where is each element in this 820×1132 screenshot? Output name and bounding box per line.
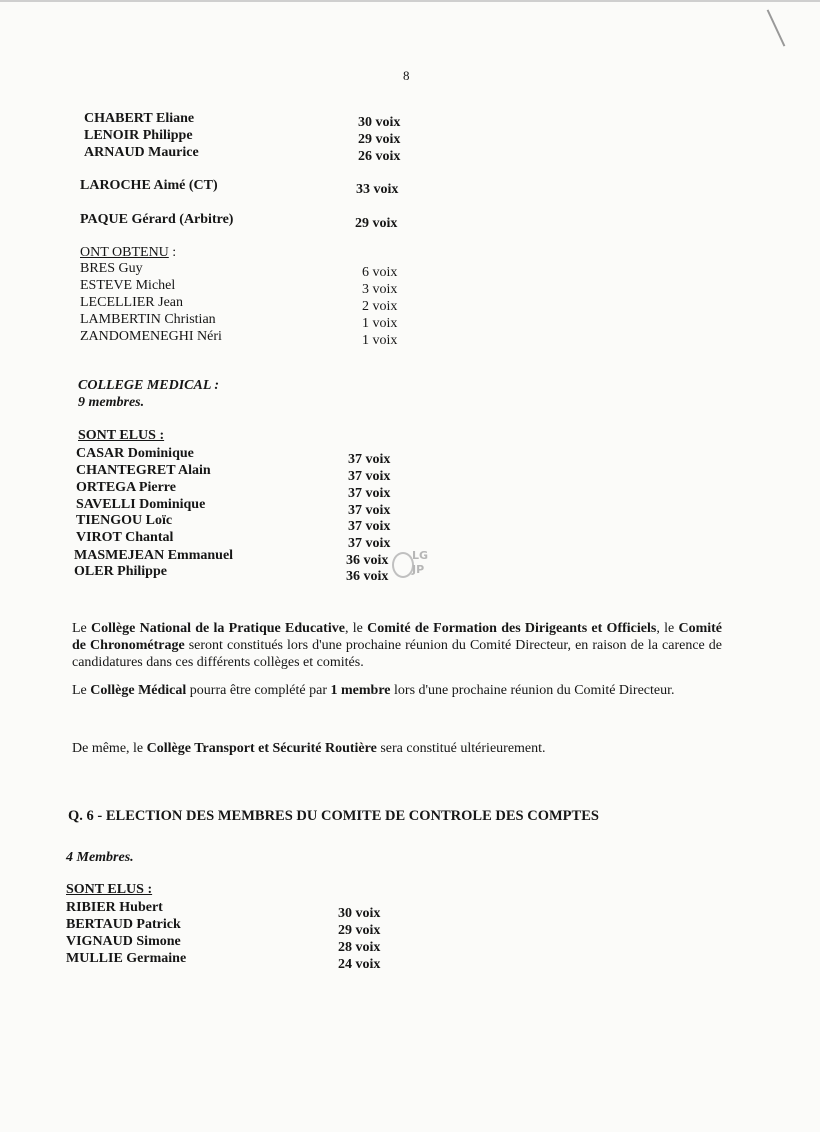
- initials-stamp: LG JP: [392, 550, 432, 580]
- section-subtitle: 4 Membres.: [66, 850, 134, 865]
- scan-edge: [0, 0, 820, 2]
- paragraph: De même, le Collège Transport et Sécurité Routière sera constitué ultérieurement.: [72, 741, 546, 756]
- section-heading: ONT OBTENU :: [80, 245, 177, 260]
- section-subtitle: 9 membres.: [78, 395, 145, 410]
- section-title: COLLEGE MEDICAL :: [78, 378, 220, 393]
- document-page: 8 CHABERT Eliane 30 voix LENOIR Philippe 29 voix ARNAUD Maurice 26 voix LAROCHE Aimé (CT) 33 voix PAQUE Gérard (Arbitre) 29 voix ONT OBTENU : BRES Guy 6 voix ESTEVE Michel 3 voix LECELLIER Jean 2 voix LAMBERTIN Christian 1 voix ZANDOMENEGHI Néri 1 voix COLLEGE MEDICAL : 9 membres. SONT ELUS : CASAR Dominique 37 voix CHANTEGRET Alain 37 voix ORTEGA Pierre 37 voix SAVELLI Dominique 37 voix TIENGOU Loïc 37 voix VIROT Chantal 37 voix MASMEJEAN Emmanuel 36 voix OLER Philippe 36 voix LG JP Le Collège National de la Pratique Educative, le Comité de Formation des Dirigeants et Officiels, le Comité de Chronométrage seront constitués lors d'une prochaine réunion du Comité Directeur, en raison de la carence de candidatures dans ces différents collèges et comités. Le Collège Médical pourra être complété par 1 membre lors d'une prochaine réunion du Comité Directeur. De même, le Collège Transport et Sécurité Routière sera constitué ultérieurement. Q. 6 - ELECTION DES MEMBRES DU COMITE DE CONTROLE DES COMPTES 4 Membres. SONT ELUS : RIBIER Hubert 30 voix BERTAUD Patrick 29 voix VIGNAUD Simone 28 voix MULLIE Germaine 24 voix: [0, 0, 820, 1132]
- paragraph: Le Collège National de la Pratique Educative, le Comité de Formation des Dirigeants et Officiels, le Comité de Chronométrage seront constitués lors d'une prochaine réunion du Comité Directeur, en raison de la carence de candidatures dans ces différents collèges et comités.: [72, 621, 723, 670]
- scan-mark: [767, 9, 786, 46]
- stamp-circle: [392, 552, 414, 578]
- section-title: Q. 6 - ELECTION DES MEMBRES DU COMITE DE CONTROLE DES COMPTES: [68, 808, 599, 824]
- page-number: 8: [403, 68, 410, 83]
- section-heading: SONT ELUS :: [78, 428, 165, 443]
- paragraph: Le Collège Médical pourra être complété par 1 membre lors d'une prochaine réunion du Comité Directeur.: [72, 683, 675, 698]
- section-heading: SONT ELUS :: [66, 882, 153, 897]
